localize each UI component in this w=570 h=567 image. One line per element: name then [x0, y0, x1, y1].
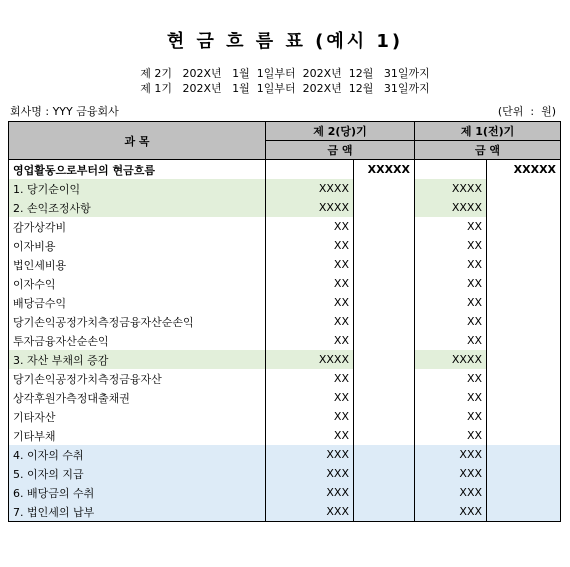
row-label: 상각후원가측정대출채권	[9, 388, 266, 407]
current-total-amount	[354, 445, 415, 464]
current-detail-amount: XX	[266, 217, 354, 236]
header-current-period: 제 2(당)기	[266, 122, 415, 141]
row-label: 7. 법인세의 납부	[9, 502, 266, 522]
table-row	[9, 407, 561, 426]
current-total-amount	[354, 312, 415, 331]
prior-detail-amount: XXX	[415, 483, 487, 502]
prior-detail-amount: XX	[415, 407, 487, 426]
current-total-amount	[354, 274, 415, 293]
table-row	[9, 274, 561, 293]
current-detail-amount: XX	[266, 236, 354, 255]
row-label: 이자수익	[9, 274, 266, 293]
statement-title: 현 금 흐 름 표 (예시 1)	[166, 31, 404, 52]
prior-detail-amount: XX	[415, 331, 487, 350]
table-row	[9, 502, 561, 522]
period-current: 제 2기 202X년 1월 1일부터 202X년 12월 31일까지	[140, 67, 430, 80]
table-row	[9, 160, 561, 180]
prior-detail-amount	[415, 160, 487, 180]
current-detail-amount: XX	[266, 388, 354, 407]
table-row	[9, 217, 561, 236]
prior-detail-amount: XXX	[415, 464, 487, 483]
current-detail-amount: XXX	[266, 483, 354, 502]
table-row	[9, 312, 561, 331]
current-total-amount	[354, 350, 415, 369]
current-detail-amount: XX	[266, 426, 354, 445]
current-detail-amount: XXXX	[266, 350, 354, 369]
header-prior-amount: 금 액	[415, 141, 561, 160]
prior-total-amount	[487, 293, 561, 312]
prior-detail-amount: XXXX	[415, 350, 487, 369]
current-total-amount	[354, 426, 415, 445]
prior-detail-amount: XXX	[415, 445, 487, 464]
prior-total-amount	[487, 274, 561, 293]
table-row	[9, 369, 561, 388]
prior-detail-amount: XXXX	[415, 179, 487, 198]
table-row	[9, 350, 561, 369]
prior-total-amount	[487, 312, 561, 331]
prior-detail-amount: XX	[415, 388, 487, 407]
current-detail-amount: XX	[266, 293, 354, 312]
current-total-amount	[354, 388, 415, 407]
prior-detail-amount: XX	[415, 369, 487, 388]
row-label: 기타부채	[9, 426, 266, 445]
current-detail-amount: XXX	[266, 445, 354, 464]
prior-total-amount	[487, 445, 561, 464]
table-row	[9, 331, 561, 350]
prior-detail-amount: XX	[415, 293, 487, 312]
current-detail-amount: XX	[266, 407, 354, 426]
row-label: 2. 손익조정사항	[9, 198, 266, 217]
prior-total-amount	[487, 255, 561, 274]
prior-detail-amount: XXX	[415, 502, 487, 522]
current-detail-amount: XXXX	[266, 198, 354, 217]
row-label: 3. 자산 부채의 증감	[9, 350, 266, 369]
current-total-amount	[354, 236, 415, 255]
table-body	[9, 160, 561, 522]
current-total-amount	[354, 255, 415, 274]
current-detail-amount: XXX	[266, 464, 354, 483]
prior-total-amount	[487, 179, 561, 198]
current-detail-amount	[266, 160, 354, 180]
table-row	[9, 464, 561, 483]
row-label: 법인세비용	[9, 255, 266, 274]
current-total-amount	[354, 179, 415, 198]
prior-total-amount	[487, 369, 561, 388]
current-detail-amount: XX	[266, 369, 354, 388]
prior-detail-amount: XX	[415, 274, 487, 293]
row-label: 당기손익공정가치측정금융자산	[9, 369, 266, 388]
current-detail-amount: XX	[266, 255, 354, 274]
current-total-amount	[354, 331, 415, 350]
table-row	[9, 445, 561, 464]
table-row	[9, 255, 561, 274]
table-row	[9, 236, 561, 255]
current-total-amount: XXXXX	[354, 160, 415, 180]
current-total-amount	[354, 464, 415, 483]
prior-total-amount	[487, 426, 561, 445]
current-total-amount	[354, 369, 415, 388]
row-label: 이자비용	[9, 236, 266, 255]
prior-detail-amount: XX	[415, 217, 487, 236]
header-prior-period: 제 1(전)기	[415, 122, 561, 141]
prior-total-amount	[487, 198, 561, 217]
current-detail-amount: XX	[266, 312, 354, 331]
table-row	[9, 293, 561, 312]
current-detail-amount: XXXX	[266, 179, 354, 198]
current-detail-amount: XXX	[266, 502, 354, 522]
prior-total-amount	[487, 502, 561, 522]
current-detail-amount: XX	[266, 274, 354, 293]
row-label: 1. 당기순이익	[9, 179, 266, 198]
prior-total-amount	[487, 236, 561, 255]
current-detail-amount: XX	[266, 331, 354, 350]
table-row	[9, 198, 561, 217]
row-label: 6. 배당금의 수취	[9, 483, 266, 502]
current-total-amount	[354, 483, 415, 502]
header-item: 과 목	[9, 122, 266, 160]
row-label: 당기손익공정가치측정금융자산순손익	[9, 312, 266, 331]
prior-detail-amount: XX	[415, 255, 487, 274]
unit-label: (단위 : 원)	[497, 105, 556, 118]
company-name: 회사명 : YYY 금융회사	[10, 105, 119, 118]
prior-total-amount	[487, 483, 561, 502]
cash-flow-table	[8, 121, 561, 522]
current-total-amount	[354, 198, 415, 217]
prior-total-amount	[487, 350, 561, 369]
row-label: 기타자산	[9, 407, 266, 426]
prior-total-amount: XXXXX	[487, 160, 561, 180]
row-label: 영업활동으로부터의 현금흐름	[9, 160, 266, 180]
header-current-amount: 금 액	[266, 141, 415, 160]
table-row	[9, 426, 561, 445]
prior-total-amount	[487, 331, 561, 350]
table-row	[9, 483, 561, 502]
row-label: 5. 이자의 지급	[9, 464, 266, 483]
current-total-amount	[354, 407, 415, 426]
row-label: 투자금융자산순손익	[9, 331, 266, 350]
prior-total-amount	[487, 407, 561, 426]
prior-total-amount	[487, 217, 561, 236]
current-total-amount	[354, 217, 415, 236]
current-total-amount	[354, 502, 415, 522]
row-label: 감가상각비	[9, 217, 266, 236]
prior-detail-amount: XX	[415, 236, 487, 255]
row-label: 배당금수익	[9, 293, 266, 312]
prior-detail-amount: XXXX	[415, 198, 487, 217]
row-label: 4. 이자의 수취	[9, 445, 266, 464]
table-row	[9, 388, 561, 407]
table-row	[9, 179, 561, 198]
prior-detail-amount: XX	[415, 426, 487, 445]
prior-detail-amount: XX	[415, 312, 487, 331]
period-prior: 제 1기 202X년 1월 1일부터 202X년 12월 31일까지	[140, 82, 430, 95]
prior-total-amount	[487, 464, 561, 483]
prior-total-amount	[487, 388, 561, 407]
current-total-amount	[354, 293, 415, 312]
